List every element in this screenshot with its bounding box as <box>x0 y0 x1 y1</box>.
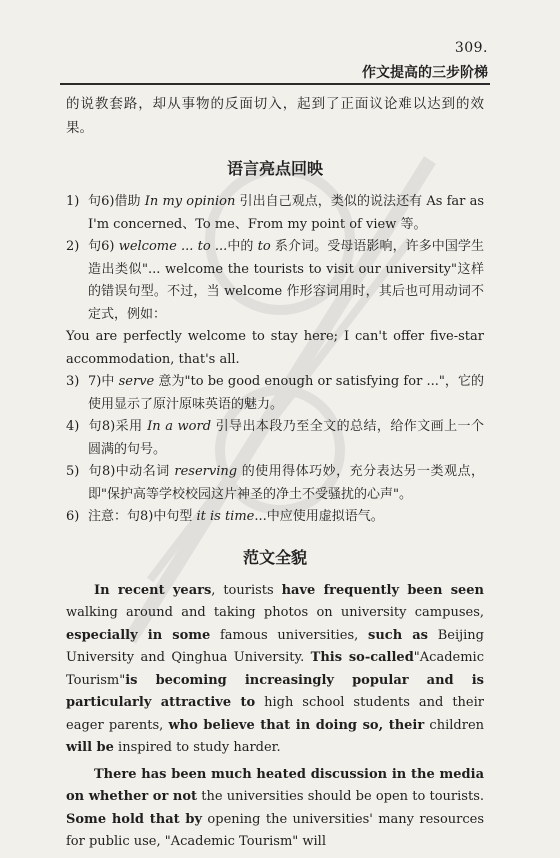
essay-text: famous universities, <box>210 627 369 643</box>
point-italic-term: it is time <box>196 509 255 524</box>
highlight-point <box>66 191 484 236</box>
essay-text: children <box>424 717 485 733</box>
highlight-point <box>66 236 484 326</box>
point-text: 系介词。受母语影响，许多中国学生造出类似"... welcome the tourists to visit our university"这样的错误句型。不过，当 welcome 作形容词用时，其后也可用动词不定式，例如： <box>88 239 484 322</box>
point-text: 意为"to be good enough or satisfying for ..."，它的使用显示了原汁原味英语的魅力。 <box>88 374 484 412</box>
section-title-language-highlights: 语言亮点回映 <box>226 159 323 178</box>
highlight-point <box>66 506 484 529</box>
point-text: 句6)借助 <box>88 194 145 209</box>
point-text: 中的 <box>227 239 258 254</box>
model-essay <box>66 580 484 854</box>
essay-text: Beijing University and Qinghua University. <box>66 627 484 665</box>
point-text: 句8)中动名词 <box>88 464 175 479</box>
point-italic-term: welcome ... to ... <box>118 239 228 254</box>
running-header-title: 作文提高的三步阶梯 <box>362 65 488 81</box>
essay-bold-phrase: In recent years <box>94 582 212 598</box>
essay-bold-phrase: This so-called <box>310 650 414 665</box>
essay-text: the universities should be open to tourists. <box>197 789 484 804</box>
essay-paragraph <box>66 764 484 854</box>
point-number: 4) <box>66 419 80 434</box>
section-title-model-essay: 范文全貌 <box>242 547 307 567</box>
highlight-point <box>66 461 484 506</box>
point-italic-term: In a word <box>147 419 212 434</box>
point-text: 注意：句8)中句型 <box>88 509 197 524</box>
point-text: 7)中 <box>88 374 119 389</box>
essay-text: walking around and taking photos on university campuses, <box>66 605 484 620</box>
page-content <box>66 92 484 858</box>
point-italic-term: reserving <box>174 464 238 479</box>
essay-text: inspired to study harder. <box>113 740 281 755</box>
point-number: 3) <box>66 374 80 389</box>
point-number: 2) <box>66 239 80 254</box>
header-rule <box>60 83 490 85</box>
point-text: 的使用得体巧妙，充分表达另一类观点，即"保护高等学校校园这片神圣的净土不受骚扰的心声"。 <box>88 464 484 502</box>
essay-bold-phrase: especially in some <box>66 627 211 643</box>
highlight-points-list <box>66 191 484 529</box>
point-text: 句8)采用 <box>88 419 148 434</box>
point-number: 5) <box>66 464 80 479</box>
example-sentence: You are perfectly welcome to stay here; I can't offer five-star accommodation, that's all. <box>66 329 484 367</box>
essay-bold-phrase: such as <box>368 627 428 643</box>
essay-bold-phrase: who believe that in doing so, their <box>168 717 425 733</box>
point-text: ...中应使用虚拟语气。 <box>254 509 384 524</box>
point-text: 句6) <box>88 239 119 254</box>
essay-paragraph <box>66 580 484 760</box>
page-number: 309. <box>454 40 488 56</box>
point-italic-term: serve <box>118 374 155 389</box>
essay-bold-phrase: Some hold that by <box>66 811 203 827</box>
lead-paragraph: 的说教套路，却从事物的反面切入，起到了正面议论难以达到的效果。 <box>66 96 484 136</box>
point-italic-term: In my opinion <box>144 194 236 209</box>
essay-text: opening the universities' many resources for public use, "Academic Tourism" will <box>66 811 484 849</box>
point-text: 引导出本段乃至全文的总结，给作文画上一个圆满的句号。 <box>88 419 484 457</box>
point-italic-term: to <box>257 239 271 254</box>
essay-bold-phrase: There has been much heated discussion in the media on whether or not <box>66 766 484 804</box>
essay-text: "Academic Tourism" <box>66 650 484 688</box>
essay-bold-phrase: will be <box>66 740 114 755</box>
highlight-point <box>66 416 484 461</box>
highlight-point <box>66 371 484 416</box>
essay-text: , tourists <box>211 582 282 598</box>
essay-bold-phrase: is becoming increasingly popular and is particularly attractive to <box>66 672 484 710</box>
point-number: 6) <box>66 509 80 524</box>
point-number: 1) <box>66 194 80 209</box>
essay-text: high school students and their eager parents, <box>66 695 484 733</box>
essay-bold-phrase: have frequently been seen <box>281 582 485 598</box>
point-text: 引出自己观点，类似的说法还有 As far as I'm concerned、To me、From my point of view 等。 <box>88 194 484 232</box>
